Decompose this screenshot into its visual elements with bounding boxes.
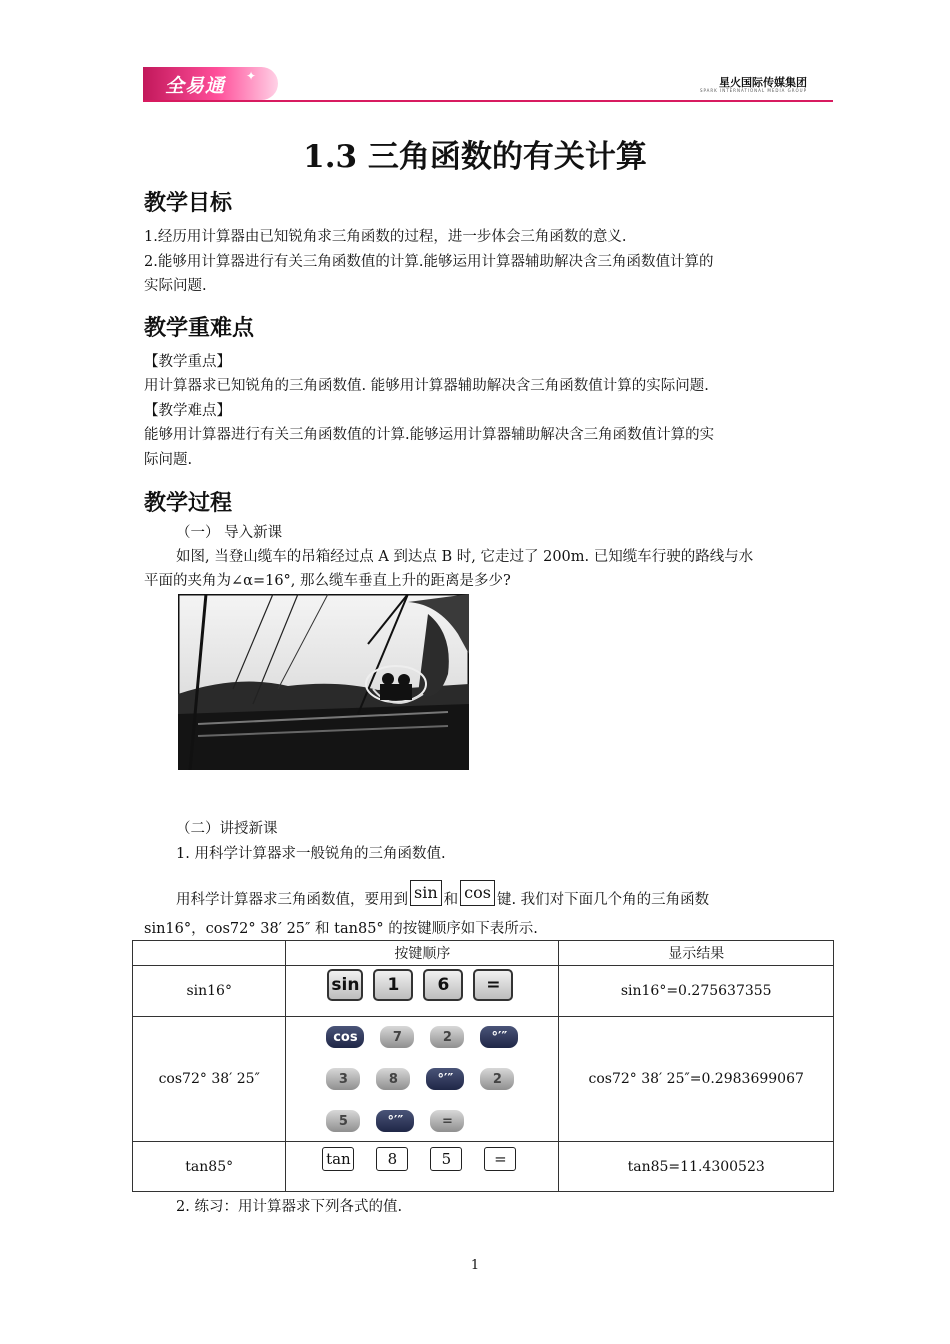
table-row xyxy=(133,1017,834,1142)
degree-key-icon: °′″ xyxy=(376,1110,414,1132)
digit-key-icon: 5 xyxy=(326,1110,360,1132)
goal-line-3: 实际问题. xyxy=(144,278,207,294)
degree-key-icon: °′″ xyxy=(426,1068,464,1090)
digit-key-icon: 1 xyxy=(373,969,413,1001)
row-label: sin16° xyxy=(133,966,286,1017)
hard-text-1: 能够用计算器进行有关三角函数值的计算.能够运用计算器辅助解决含三角函数值计算的实 xyxy=(144,427,715,443)
cos-key-icon: cos xyxy=(326,1026,364,1048)
digit-key-icon: 6 xyxy=(423,969,463,1001)
degree-key-icon: °′″ xyxy=(480,1026,518,1048)
cos-key-icon: cos xyxy=(460,880,495,906)
table-row xyxy=(133,1142,834,1192)
equals-key-icon: = xyxy=(473,969,513,1001)
page-number: 1 xyxy=(470,1258,480,1273)
table-header-keys: 按键顺序 xyxy=(286,941,559,966)
teach-line-3: sin16°，cos72° 38′ 25″ 和 tan85° 的按键顺序如下表所示. xyxy=(144,921,538,937)
digit-key-icon: 7 xyxy=(380,1026,414,1048)
table-header-row xyxy=(133,941,834,966)
sin-key-icon: sin xyxy=(410,880,442,906)
hard-text-2: 际问题. xyxy=(144,452,193,468)
logo-star-icon: ✦ xyxy=(245,69,256,83)
publisher-subtitle: SPARK INTERNATIONAL MEDIA GROUP xyxy=(699,88,807,93)
table-header-blank xyxy=(133,941,286,966)
table-header-result: 显示结果 xyxy=(559,941,834,966)
equals-key-icon: = xyxy=(484,1147,516,1171)
logo-text: 全易通 xyxy=(165,75,226,97)
teach-line-1: 1. 用科学计算器求一般锐角的三角函数值. xyxy=(176,846,446,862)
teach-label: （二）讲授新课 xyxy=(176,821,278,837)
key-sequence-cell xyxy=(286,1017,559,1142)
key-sequence-table xyxy=(132,940,834,1192)
row-result: tan85=11.4300523 xyxy=(559,1142,834,1192)
publisher-name: 星火国际传媒集团 xyxy=(719,76,807,89)
cable-car-illustration xyxy=(178,594,469,770)
intro-line-1: 如图, 当登山缆车的吊箱经过点 A 到达点 B 时, 它走过了 200m. 已知缆车行驶的路线与水 xyxy=(176,549,754,565)
digit-key-icon: 5 xyxy=(430,1147,462,1171)
key-sequence-cell xyxy=(286,966,559,1017)
row-label: tan85° xyxy=(133,1142,286,1192)
digit-key-icon: 2 xyxy=(480,1068,514,1090)
digit-key-icon: 8 xyxy=(376,1147,408,1171)
key-label: 【教学重点】 xyxy=(144,354,231,370)
process-heading: 教学过程 xyxy=(144,490,233,516)
goal-line-2: 2.能够用计算器进行有关三角函数值的计算.能够运用计算器辅助解决含三角函数值计算的 xyxy=(144,254,714,270)
key-text: 用计算器求已知锐角的三角函数值. 能够用计算器辅助解决含三角函数值计算的实际问题. xyxy=(144,378,709,394)
cable-car-photo xyxy=(178,594,469,770)
teach-line-2-part-b: 和 xyxy=(443,892,459,908)
intro-line-2: 平面的夹角为∠α=16°, 那么缆车垂直上升的距离是多少? xyxy=(144,573,511,589)
digit-key-icon: 8 xyxy=(376,1068,410,1090)
teach-line-2-part-a: 用科学计算器求三角函数值，要用到 xyxy=(176,892,408,908)
hard-label: 【教学难点】 xyxy=(144,403,231,419)
sin-key-icon: sin xyxy=(327,969,363,1001)
teach-line-2 xyxy=(176,880,709,912)
page-title: 1.3 三角函数的有关计算 xyxy=(303,139,647,175)
goal-line-1: 1.经历用计算器由已知锐角求三角函数的过程，进一步体会三角函数的意义. xyxy=(144,229,627,245)
row-result: cos72° 38′ 25″=0.2983699067 xyxy=(559,1017,834,1142)
row-label: cos72° 38′ 25″ xyxy=(133,1017,286,1142)
digit-key-icon: 2 xyxy=(430,1026,464,1048)
header-divider xyxy=(143,100,833,102)
equals-key-icon: = xyxy=(430,1110,464,1132)
intro-label: （一） 导入新课 xyxy=(176,525,283,541)
teach-line-2-part-c: 键. 我们对下面几个角的三角函数 xyxy=(496,892,710,908)
digit-key-icon: 3 xyxy=(326,1068,360,1090)
tan-key-icon: tan xyxy=(322,1147,354,1171)
goals-heading: 教学目标 xyxy=(144,190,233,216)
brand-logo xyxy=(143,67,278,100)
key-sequence-cell xyxy=(286,1142,559,1192)
row-result: sin16°=0.275637355 xyxy=(559,966,834,1017)
table-row xyxy=(133,966,834,1017)
practice-line: 2. 练习：用计算器求下列各式的值. xyxy=(176,1199,403,1215)
difficulty-heading: 教学重难点 xyxy=(144,315,255,341)
